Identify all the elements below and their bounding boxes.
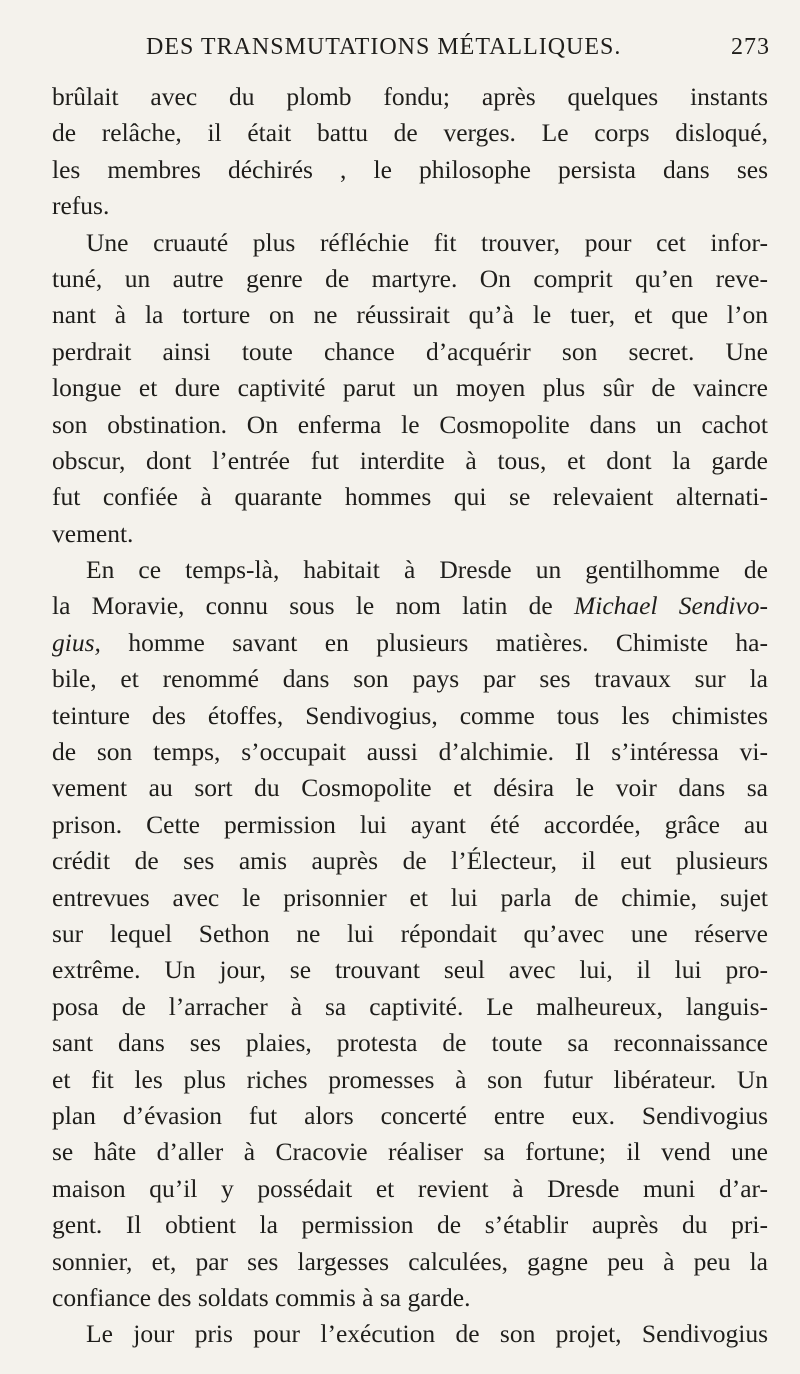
text-line: Une cruauté plus réfléchie fit trouver, pour cet infor- bbox=[86, 227, 768, 257]
text-line: maison qu’il y possédait et revient à Dresde muni d’ar- bbox=[52, 1173, 768, 1203]
text-line: teinture des étoffes, Sendivogius, comme tous les chimistes bbox=[52, 700, 768, 730]
text-line: les membres déchirés , le philosophe persista dans ses bbox=[52, 154, 768, 184]
text-line: perdrait ainsi toute chance d’acquérir son secret. Une bbox=[52, 336, 768, 366]
text-line: Le jour pris pour l’exécution de son projet, Sendivogius bbox=[86, 1319, 768, 1349]
text-line bbox=[52, 625, 768, 661]
text-line: se hâte d’aller à Cracovie réaliser sa fortune; il vend une bbox=[52, 1137, 768, 1167]
text-line: sant dans ses plaies, protesta de toute sa reconnaissance bbox=[52, 1028, 768, 1058]
person-name-italic: gius, bbox=[52, 627, 101, 657]
text-line: son obstination. On enferma le Cosmopolite dans un cachot bbox=[52, 409, 768, 439]
body-text bbox=[52, 79, 768, 1353]
text-segment: homme savant en plusieurs matières. Chimiste ha- bbox=[128, 627, 768, 657]
text-line: entrevues avec le prisonnier et lui parla de chimie, sujet bbox=[52, 882, 768, 912]
text-line: plan d’évasion fut alors concerté entre eux. Sendivogius bbox=[52, 1100, 768, 1130]
text-line: vement au sort du Cosmopolite et désira le voir dans sa bbox=[52, 773, 768, 803]
text-line: vement. bbox=[52, 518, 134, 548]
text-line bbox=[52, 588, 768, 624]
text-line: posa de l’arracher à sa captivité. Le malheureux, languis- bbox=[52, 991, 768, 1021]
text-line: et fit les plus riches promesses à son futur libérateur. Un bbox=[52, 1064, 768, 1094]
text-line: gent. Il obtient la permission de s’établir auprès du pri- bbox=[52, 1210, 768, 1240]
person-name-italic: Michael Sendivo- bbox=[574, 591, 769, 621]
text-line: obscur, dont l’entrée fut interdite à tous, et dont la garde bbox=[52, 445, 768, 475]
running-title: DES TRANSMUTATIONS MÉTALLIQUES. bbox=[146, 34, 622, 60]
text-line: tuné, un autre genre de martyre. On comprit qu’en reve- bbox=[52, 263, 768, 293]
text-line: En ce temps-là, habitait à Dresde un gentilhomme de bbox=[86, 555, 768, 585]
text-line: crédit de ses amis auprès de l’Électeur, il eut plusieurs bbox=[52, 846, 768, 876]
text-segment: la Moravie, connu sous le nom latin de bbox=[52, 591, 553, 621]
text-line: fut confiée à quarante hommes qui se relevaient alternati- bbox=[52, 482, 768, 512]
text-line: nant à la torture on ne réussirait qu’à le tuer, et que l’on bbox=[52, 300, 768, 330]
text-line: longue et dure captivité parut un moyen plus sûr de vaincre bbox=[52, 373, 768, 403]
text-line: sonnier, et, par ses largesses calculées, gagne peu à peu la bbox=[52, 1246, 768, 1276]
text-line: refus. bbox=[52, 191, 110, 221]
running-head bbox=[90, 34, 770, 64]
text-line: brûlait avec du plomb fondu; après quelques instants bbox=[52, 82, 768, 111]
text-line: bile, et renommé dans son pays par ses travaux sur la bbox=[52, 664, 768, 694]
text-line: de son temps, s’occupait aussi d’alchimie. Il s’intéressa vi- bbox=[52, 737, 768, 767]
text-line: de relâche, il était battu de verges. Le corps disloqué, bbox=[52, 118, 768, 148]
text-line: prison. Cette permission lui ayant été accordée, grâce au bbox=[52, 809, 768, 839]
text-line: confiance des soldats commis à sa garde. bbox=[52, 1282, 471, 1312]
text-line: extrême. Un jour, se trouvant seul avec lui, il lui pro- bbox=[52, 955, 768, 985]
page-number: 273 bbox=[731, 34, 770, 60]
text-line: sur lequel Sethon ne lui répondait qu’avec une réserve bbox=[52, 918, 768, 948]
